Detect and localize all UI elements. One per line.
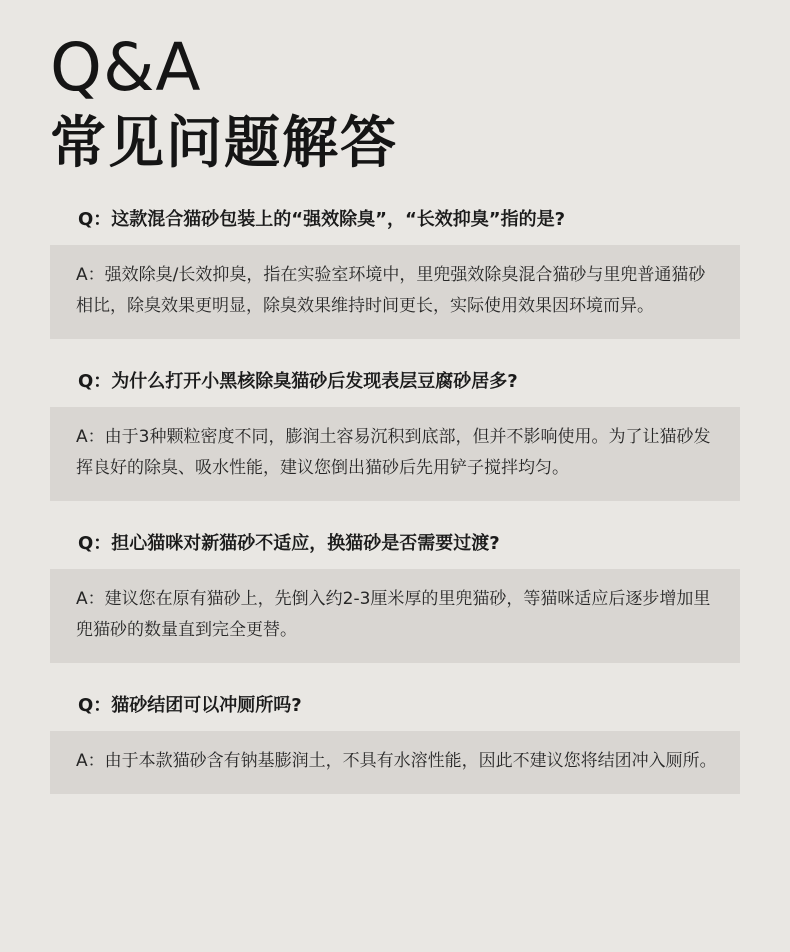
faq-item: [50, 195, 740, 339]
faq-question: Q：猫砂结团可以冲厕所吗?: [78, 695, 302, 716]
faq-question: Q：为什么打开小黑核除臭猫砂后发现表层豆腐砂居多?: [78, 371, 518, 392]
page-header: [50, 28, 398, 180]
faq-answer: A：由于3种颗粒密度不同，膨润土容易沉积到底部，但并不影响使用。为了让猫砂发挥良好的除臭、吸水性能，建议您倒出猫砂后先用铲子搅拌均匀。: [50, 407, 740, 501]
faq-item: [50, 519, 740, 663]
faq-answer: A：强效除臭/长效抑臭，指在实验室环境中，里兜强效除臭混合猫砂与里兜普通猫砂相比，除臭效果更明显，除臭效果维持时间更长，实际使用效果因环境而异。: [50, 245, 740, 339]
title-english: Q&A: [50, 29, 202, 106]
title-chinese: 常见问题解答: [50, 111, 398, 176]
faq-question: Q：这款混合猫砂包装上的“强效除臭”，“长效抑臭”指的是?: [78, 209, 566, 230]
faq-question: Q：担心猫咪对新猫砂不适应，换猫砂是否需要过渡?: [78, 533, 500, 554]
faq-item: [50, 357, 740, 501]
faq-answer: A：由于本款猫砂含有钠基膨润土，不具有水溶性能，因此不建议您将结团冲入厕所。: [50, 731, 740, 794]
faq-item: [50, 681, 740, 794]
faq-answer: A：建议您在原有猫砂上，先倒入约2-3厘米厚的里兜猫砂，等猫咪适应后逐步增加里兜猫砂的数量直到完全更替。: [50, 569, 740, 663]
faq-list: [50, 195, 740, 812]
